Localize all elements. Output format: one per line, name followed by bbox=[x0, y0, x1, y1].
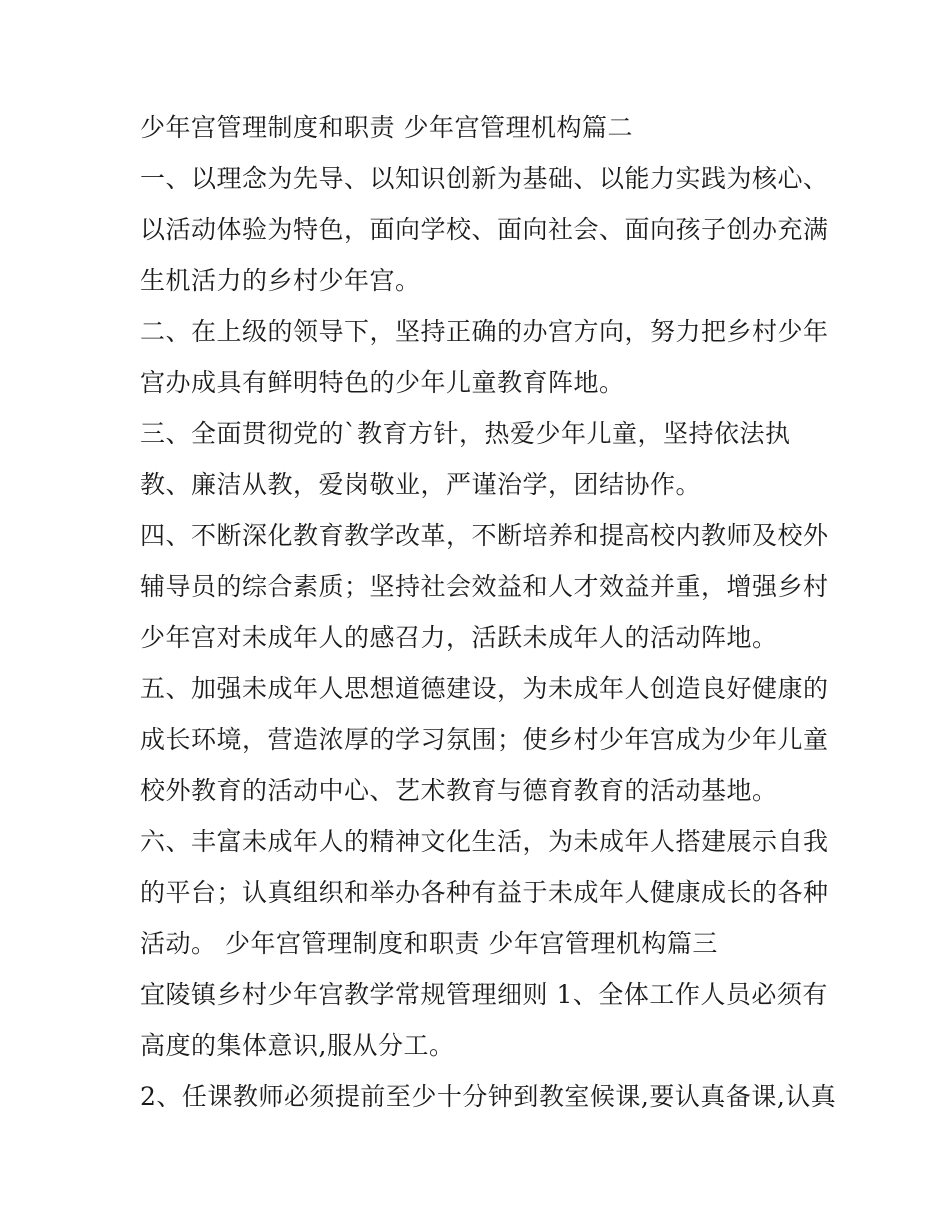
text-line: 六、丰富未成年人的精神文化生活，为未成年人搭建展示自我 bbox=[140, 827, 829, 856]
text-line: 2、任课教师必须提前至少十分钟到教室候课,要认真备课,认真 bbox=[140, 1082, 837, 1111]
text-line: 五、加强未成年人思想道德建设，为未成年人创造良好健康的 bbox=[140, 674, 829, 703]
text-line: 三、全面贯彻党的`教育方针，热爱少年儿童，坚持依法执 bbox=[140, 419, 791, 448]
text-line: 以活动体验为特色，面向学校、面向社会、面向孩子创办充满 bbox=[140, 215, 829, 244]
text-line: 的平台；认真组织和举办各种有益于未成年人健康成长的各种 bbox=[140, 878, 829, 907]
text-line: 少年宫对未成年人的感召力，活跃未成年人的活动阵地。 bbox=[140, 623, 778, 652]
text-line: 辅导员的综合素质；坚持社会效益和人才效益并重，增强乡村 bbox=[140, 572, 829, 601]
text-line: 成长环境，营造浓厚的学习氛围；使乡村少年宫成为少年儿童 bbox=[140, 725, 829, 754]
text-line: 二、在上级的领导下，坚持正确的办宫方向，努力把乡村少年 bbox=[140, 317, 829, 346]
text-line: 教、廉洁从教，爱岗敬业，严谨治学，团结协作。 bbox=[140, 470, 702, 499]
section-heading: 少年宫管理制度和职责 少年宫管理机构篇二 bbox=[140, 113, 633, 142]
text-line: 一、以理念为先导、以知识创新为基础、以能力实践为核心、 bbox=[140, 164, 829, 193]
text-line: 高度的集体意识,服从分工。 bbox=[140, 1031, 455, 1060]
text-line: 生机活力的乡村少年宫。 bbox=[140, 266, 421, 295]
text-line: 宜陵镇乡村少年宫教学常规管理细则 1、全体工作人员必须有 bbox=[140, 980, 828, 1009]
text-line: 校外教育的活动中心、艺术教育与德育教育的活动基地。 bbox=[140, 776, 778, 805]
text-line: 活动。 少年宫管理制度和职责 少年宫管理机构篇三 bbox=[140, 929, 718, 958]
text-line: 宫办成具有鲜明特色的少年儿童教育阵地。 bbox=[140, 368, 625, 397]
text-line: 四、不断深化教育教学改革，不断培养和提高校内教师及校外 bbox=[140, 521, 829, 550]
